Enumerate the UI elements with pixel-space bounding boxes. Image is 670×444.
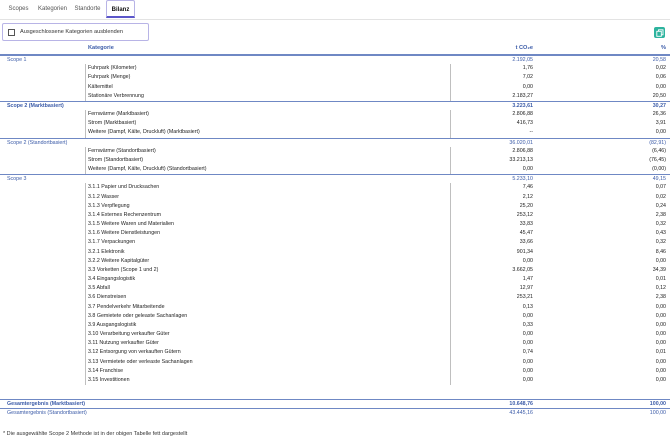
- table-row-percent: 0,02: [655, 193, 666, 200]
- group-row-percent: 30,27: [652, 102, 666, 109]
- copy-button[interactable]: [654, 27, 665, 38]
- table-row-label: 3.7 Pendelverkehr Mitarbeitende: [88, 303, 165, 310]
- table-row-percent: 0,00: [655, 129, 666, 136]
- table-row-label: 3.1.3 Verpflegung: [88, 202, 130, 209]
- table-row-label: Strom (Standortbasiert): [88, 156, 144, 163]
- table-row-label: 3.1.5 Weitere Waren und Materialien: [88, 221, 174, 228]
- group-row-percent: 49,15: [652, 176, 666, 183]
- table-row-label: 3.3 Vorketten (Scope 1 und 2): [88, 266, 159, 273]
- table-row: [0, 202, 670, 211]
- table-row-percent: 0,24: [655, 202, 666, 209]
- table-row-percent: 2,38: [655, 211, 666, 218]
- tab-bar: [0, 0, 670, 20]
- table-row-label: 3.10 Verarbeitung verkaufter Güter: [88, 331, 170, 338]
- table-row-percent: 0,00: [655, 257, 666, 264]
- tab-standorte[interactable]: Standorte: [74, 6, 101, 12]
- group-row-value: 36.020,01: [509, 139, 533, 146]
- tab-scopes[interactable]: Scopes: [8, 6, 29, 12]
- table-row-value: 33.213,13: [509, 156, 533, 163]
- table-row: [0, 183, 670, 192]
- table-row-value: 253,21: [516, 294, 533, 301]
- table-row-value: 0,13: [522, 303, 533, 310]
- table-row-percent: (6,46): [652, 147, 666, 154]
- table-row: [0, 293, 670, 302]
- group-row-label: Scope 2 (Marktbasiert): [7, 102, 64, 109]
- table-row-percent: 3,91: [655, 120, 666, 127]
- table-row-label: 3.11 Nutzung verkaufter Güter: [88, 340, 159, 347]
- table-row-value: 0,00: [522, 340, 533, 347]
- column-divider: [450, 183, 451, 385]
- header-value: t CO₂e: [515, 45, 533, 51]
- table-row-label: Strom (Marktbasiert): [88, 120, 137, 127]
- total-row-percent: 100,00: [649, 401, 666, 408]
- table-row-percent: 2,38: [655, 294, 666, 301]
- table-row-value: 1,76: [522, 65, 533, 72]
- total-row-value: 43.445,16: [509, 410, 533, 417]
- column-divider: [85, 110, 86, 138]
- table-row: [0, 367, 670, 376]
- total-row-percent: 100,00: [649, 410, 666, 417]
- table-row-value: 33,83: [519, 221, 533, 228]
- table-row-label: Weitere (Dampf, Kälte, Druckluft) (Standortbasiert): [88, 166, 207, 173]
- table-row-value: 12,97: [519, 285, 533, 292]
- table-row-label: 3.2.2 Weitere Kapitalgüter: [88, 257, 150, 264]
- table-row-value: 25,20: [519, 202, 533, 209]
- table-row-percent: 0,07: [655, 184, 666, 191]
- table-row-value: 7,46: [522, 184, 533, 191]
- table-row-value: 2.806,88: [512, 111, 533, 118]
- table-row-percent: 0,00: [655, 358, 666, 365]
- table-row-value: 416,73: [516, 120, 533, 127]
- group-row-percent: (82,91): [649, 139, 666, 146]
- table-row-value: 3.662,05: [512, 266, 533, 273]
- table-row-percent: 0,32: [655, 221, 666, 228]
- table-row-label: 3.4 Eingangslogistik: [88, 276, 136, 283]
- total-row-label: Gesamtergebnis (Standortbasiert): [7, 410, 87, 417]
- table-row-label: 3.1.4 Externes Rechenzentrum: [88, 211, 162, 218]
- table-row: [0, 284, 670, 293]
- table-row: [0, 321, 670, 330]
- table-row: [0, 110, 670, 119]
- column-divider: [450, 147, 451, 175]
- table-row-percent: 0,01: [655, 276, 666, 283]
- column-divider: [450, 110, 451, 138]
- table-row-percent: 0,00: [655, 367, 666, 374]
- table-row-label: 3.1.7 Verpackungen: [88, 239, 136, 246]
- table-row-percent: 0,00: [655, 376, 666, 383]
- table-row: [0, 339, 670, 348]
- table-row: [0, 156, 670, 165]
- table-row-percent: 20,50: [652, 92, 666, 99]
- table-row: [0, 275, 670, 284]
- table-row: [0, 92, 670, 101]
- table-row: [0, 128, 670, 137]
- table-row-value: --: [529, 129, 533, 136]
- table-row-percent: 0,00: [655, 312, 666, 319]
- table-row: [0, 248, 670, 257]
- table-row: [0, 358, 670, 367]
- table-row-percent: 26,36: [652, 111, 666, 118]
- table-row: [0, 83, 670, 92]
- table-row-label: 3.8 Gemietete oder geleaste Sachanlagen: [88, 312, 188, 319]
- table-row-percent: 0,12: [655, 285, 666, 292]
- tab-kategorien[interactable]: Kategorien: [37, 6, 68, 12]
- total-row-label: Gesamtergebnis (Marktbasiert): [7, 401, 86, 408]
- group-row-label: Scope 1: [7, 57, 27, 63]
- table-row-percent: 0,00: [655, 331, 666, 338]
- copy-icon: [656, 29, 664, 37]
- table-row: [0, 193, 670, 202]
- table-row-value: 33,66: [519, 239, 533, 246]
- table-row-label: 3.5 Abfall: [88, 285, 110, 292]
- table-row-label: 3.1.2 Wasser: [88, 193, 120, 200]
- tab-bilanz[interactable]: Bilanz: [106, 0, 135, 18]
- group-row-value: 5.233,10: [512, 176, 533, 183]
- table-row-label: 3.1.1 Papier und Drucksachen: [88, 184, 160, 191]
- table-row-value: 0,00: [522, 257, 533, 264]
- table-row-value: 2,12: [522, 193, 533, 200]
- table-row-percent: 0,32: [655, 239, 666, 246]
- table-row-value: 0,33: [522, 321, 533, 328]
- footnote: * Die ausgewählte Scope 2 Methode ist in der obigen Tabelle fett dargestellt: [3, 431, 188, 437]
- table-row-label: Weitere (Dampf, Kälte, Druckluft) (Marktbasiert): [88, 129, 200, 136]
- table-row-label: 3.1.6 Weitere Dienstleistungen: [88, 230, 161, 237]
- table-row-value: 0,00: [522, 367, 533, 374]
- table-row-value: 0,00: [522, 376, 533, 383]
- table-row-value: 253,12: [516, 211, 533, 218]
- column-divider: [85, 64, 86, 101]
- exclude-checkbox-label: Ausgeschlossene Kategorien ausblenden: [20, 29, 123, 35]
- group-row-percent: 20,58: [652, 57, 666, 63]
- table-row-percent: 0,02: [655, 65, 666, 72]
- table-row: [0, 266, 670, 275]
- table-row-value: 2.183,27: [512, 92, 533, 99]
- table-row: [0, 303, 670, 312]
- table-row-label: 3.14 Franchise: [88, 367, 124, 374]
- header-percent: %: [661, 45, 666, 51]
- table-row-percent: (76,45): [649, 156, 666, 163]
- table-row-value: 0,00: [522, 312, 533, 319]
- table-row-percent: 34,39: [652, 266, 666, 273]
- table-row-label: Fernwärme (Standortbasiert): [88, 147, 156, 154]
- table-row-value: 901,34: [516, 248, 533, 255]
- table-row-label: Stationäre Verbrennung: [88, 92, 144, 99]
- table-row-value: 0,00: [522, 166, 533, 173]
- group-row-label: Scope 2 (Standortbasiert): [7, 139, 68, 146]
- exclude-filter[interactable]: [2, 23, 149, 41]
- header-category: Kategorie: [88, 45, 114, 51]
- table-row-percent: (0,00): [652, 166, 666, 173]
- group-row-label: Scope 3: [7, 176, 27, 183]
- table-row-label: 3.13 Vermietete oder verleaste Sachanlagen: [88, 358, 193, 365]
- table-row: [0, 64, 670, 73]
- table-row-percent: 0,00: [655, 321, 666, 328]
- total-row: [0, 408, 670, 418]
- table-row: [0, 220, 670, 229]
- column-divider: [85, 183, 86, 385]
- table-row-label: 3.9 Ausgangslogistik: [88, 321, 137, 328]
- table-row-percent: 0,43: [655, 230, 666, 237]
- table-row-value: 0,00: [522, 358, 533, 365]
- table-row-value: 0,00: [522, 331, 533, 338]
- table-row-percent: 0,00: [655, 83, 666, 90]
- table-row: [0, 211, 670, 220]
- table-row-value: 0,74: [522, 349, 533, 356]
- table-row-label: 3.12 Entsorgung von verkauften Gütern: [88, 349, 181, 356]
- table-row: [0, 73, 670, 82]
- column-divider: [450, 64, 451, 101]
- table-row-label: 3.6 Dienstreisen: [88, 294, 127, 301]
- table-row: [0, 312, 670, 321]
- table-row-percent: 8,46: [655, 248, 666, 255]
- table-row: [0, 257, 670, 266]
- table-row: [0, 119, 670, 128]
- table-row-label: Kältemittel: [88, 83, 113, 90]
- table-row-value: 45,47: [519, 230, 533, 237]
- table-row-percent: 0,06: [655, 74, 666, 81]
- table-row-label: Fernwärme (Marktbasiert): [88, 111, 149, 118]
- table-row-label: 3.15 Investitionen: [88, 376, 130, 383]
- total-row-value: 10.648,76: [509, 401, 533, 408]
- table-row-label: Fuhrpark (Kilometer): [88, 65, 137, 72]
- column-divider: [85, 147, 86, 175]
- group-row-value: 3.223,61: [512, 102, 533, 109]
- table-row-value: 7,02: [522, 74, 533, 81]
- table-row: [0, 238, 670, 247]
- table-row-value: 2.806,88: [512, 147, 533, 154]
- table-row-value: 1,47: [522, 276, 533, 283]
- table-row: [0, 330, 670, 339]
- table-row: [0, 376, 670, 385]
- table-row: [0, 165, 670, 174]
- table-row-label: Fuhrpark (Menge): [88, 74, 131, 81]
- table-row: [0, 147, 670, 156]
- table-row-percent: 0,00: [655, 303, 666, 310]
- table-row-label: 3.2.1 Elektronik: [88, 248, 125, 255]
- group-row-value: 2.192,05: [512, 57, 533, 63]
- table-row-value: 0,00: [522, 83, 533, 90]
- table-row-percent: 0,00: [655, 340, 666, 347]
- table-row: [0, 348, 670, 357]
- table-header: [0, 44, 670, 55]
- table-row-percent: 0,01: [655, 349, 666, 356]
- table-row: [0, 229, 670, 238]
- exclude-checkbox[interactable]: [8, 29, 15, 36]
